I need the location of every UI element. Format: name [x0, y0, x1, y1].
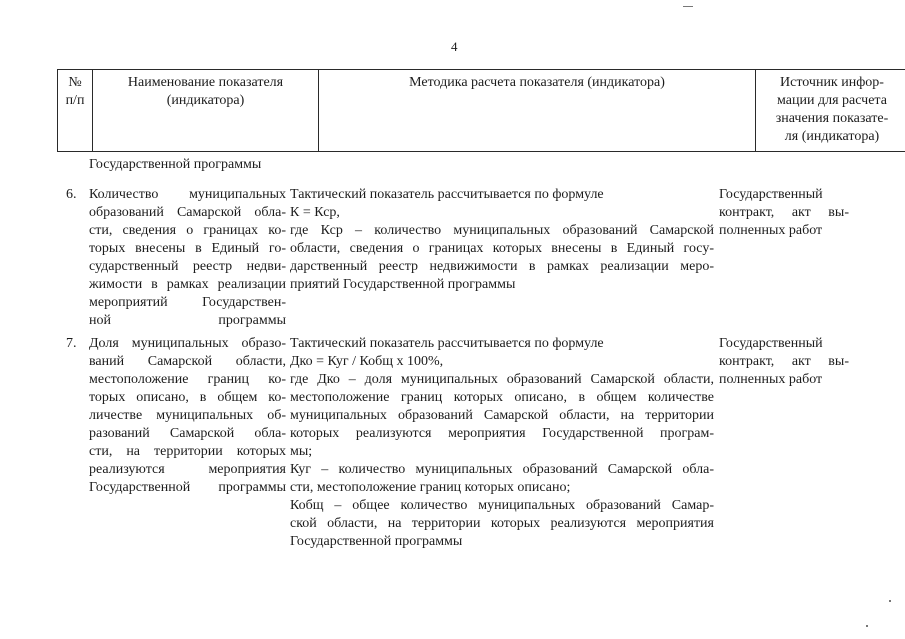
text-line: мы; [290, 444, 313, 459]
text-line: Государственный [719, 336, 823, 351]
continuation-text: Государственной программы [89, 157, 262, 172]
indicator-name [89, 186, 286, 330]
header-source-line: ля (индикатора) [784, 129, 880, 144]
text-line: полненных работ [719, 372, 823, 387]
table-header [57, 69, 905, 152]
data-source [719, 335, 849, 389]
header-name: Наименование показателя (индикатора) [93, 70, 319, 152]
header-source [756, 70, 905, 152]
header-source-line: значения показате- [775, 111, 889, 126]
scan-mark [889, 600, 891, 602]
text-line: сти, сведения о границах ко- [89, 223, 286, 238]
text-line: сти, на территории которых [89, 444, 286, 459]
calculation-method [290, 335, 714, 551]
text-line: Доля муниципальных образо- [89, 336, 286, 351]
text-line: которых реализуются мероприятия Государственной програм- [290, 426, 714, 441]
text-line: местоположение границ которых описано, в общем количестве [290, 390, 714, 405]
text-line: приятий Государственной программы [290, 277, 516, 292]
formula: Дко = Куг / Кобщ х 100%, [290, 354, 444, 369]
text-line: сударственный реестр недви- [89, 259, 286, 274]
text-line: торых описано, в общем ко- [89, 390, 286, 405]
text-line: где Кср – количество муниципальных образований Самарской [290, 223, 714, 238]
scan-mark [683, 6, 693, 7]
text-line: сти, местоположение границ которых описано; [290, 480, 571, 495]
text-line: ской области, на территории которых реализуются мероприятия [290, 516, 714, 531]
text-line: Тактический показатель рассчитывается по формуле [290, 336, 604, 351]
text-line: Кобщ – общее количество муниципальных образований Самар- [290, 498, 714, 513]
text-line: местоположение границ ко- [89, 372, 286, 387]
text-line: контракт, акт вы- [719, 354, 849, 369]
text-line: торых внесены в Единый го- [89, 241, 286, 256]
page-number: 4 [451, 39, 458, 54]
formula: К = Кср, [290, 205, 340, 220]
text-line: мероприятий Государствен- [89, 295, 286, 310]
text-line: жимости в рамках реализации [89, 277, 286, 292]
header-source-line: мации для расчета [777, 93, 887, 108]
text-line: Государственной программы [290, 534, 463, 549]
text-line: полненных работ [719, 223, 823, 238]
text-line: личестве муниципальных об- [89, 408, 286, 423]
indicator-name [89, 335, 286, 497]
text-line: муниципальных образований Самарской области, на территории [290, 408, 714, 423]
header-method: Методика расчета показателя (индикатора) [319, 70, 756, 152]
text-line: области, сведения о границах которых внесены в Единый госу- [290, 241, 714, 256]
text-line: разований Самарской обла- [89, 426, 286, 441]
text-line: где Дко – доля муниципальных образований Самарской области, [290, 372, 714, 387]
text-line: Тактический показатель рассчитывается по формуле [290, 187, 604, 202]
text-line: Количество муниципальных [89, 187, 286, 202]
calculation-method [290, 186, 714, 294]
text-line: дарственный реестр недвижимости в рамках реализации меро- [290, 259, 714, 274]
row-number: 7. [66, 336, 77, 351]
text-line: реализуются мероприятия [89, 462, 286, 477]
text-line: ваний Самарской области, [89, 354, 286, 369]
row-number: 6. [66, 187, 77, 202]
header-num: № п/п [58, 70, 93, 152]
text-line: образований Самарской обла- [89, 205, 286, 220]
text-line: ной программы [89, 313, 286, 328]
data-source [719, 186, 849, 240]
header-source-line: Источник инфор- [780, 75, 884, 90]
scan-mark [866, 625, 868, 627]
text-line: Государственный [719, 187, 823, 202]
text-line: Государственной программы [89, 480, 286, 495]
text-line: Куг – количество муниципальных образований Самарской обла- [290, 462, 714, 477]
text-line: контракт, акт вы- [719, 205, 849, 220]
